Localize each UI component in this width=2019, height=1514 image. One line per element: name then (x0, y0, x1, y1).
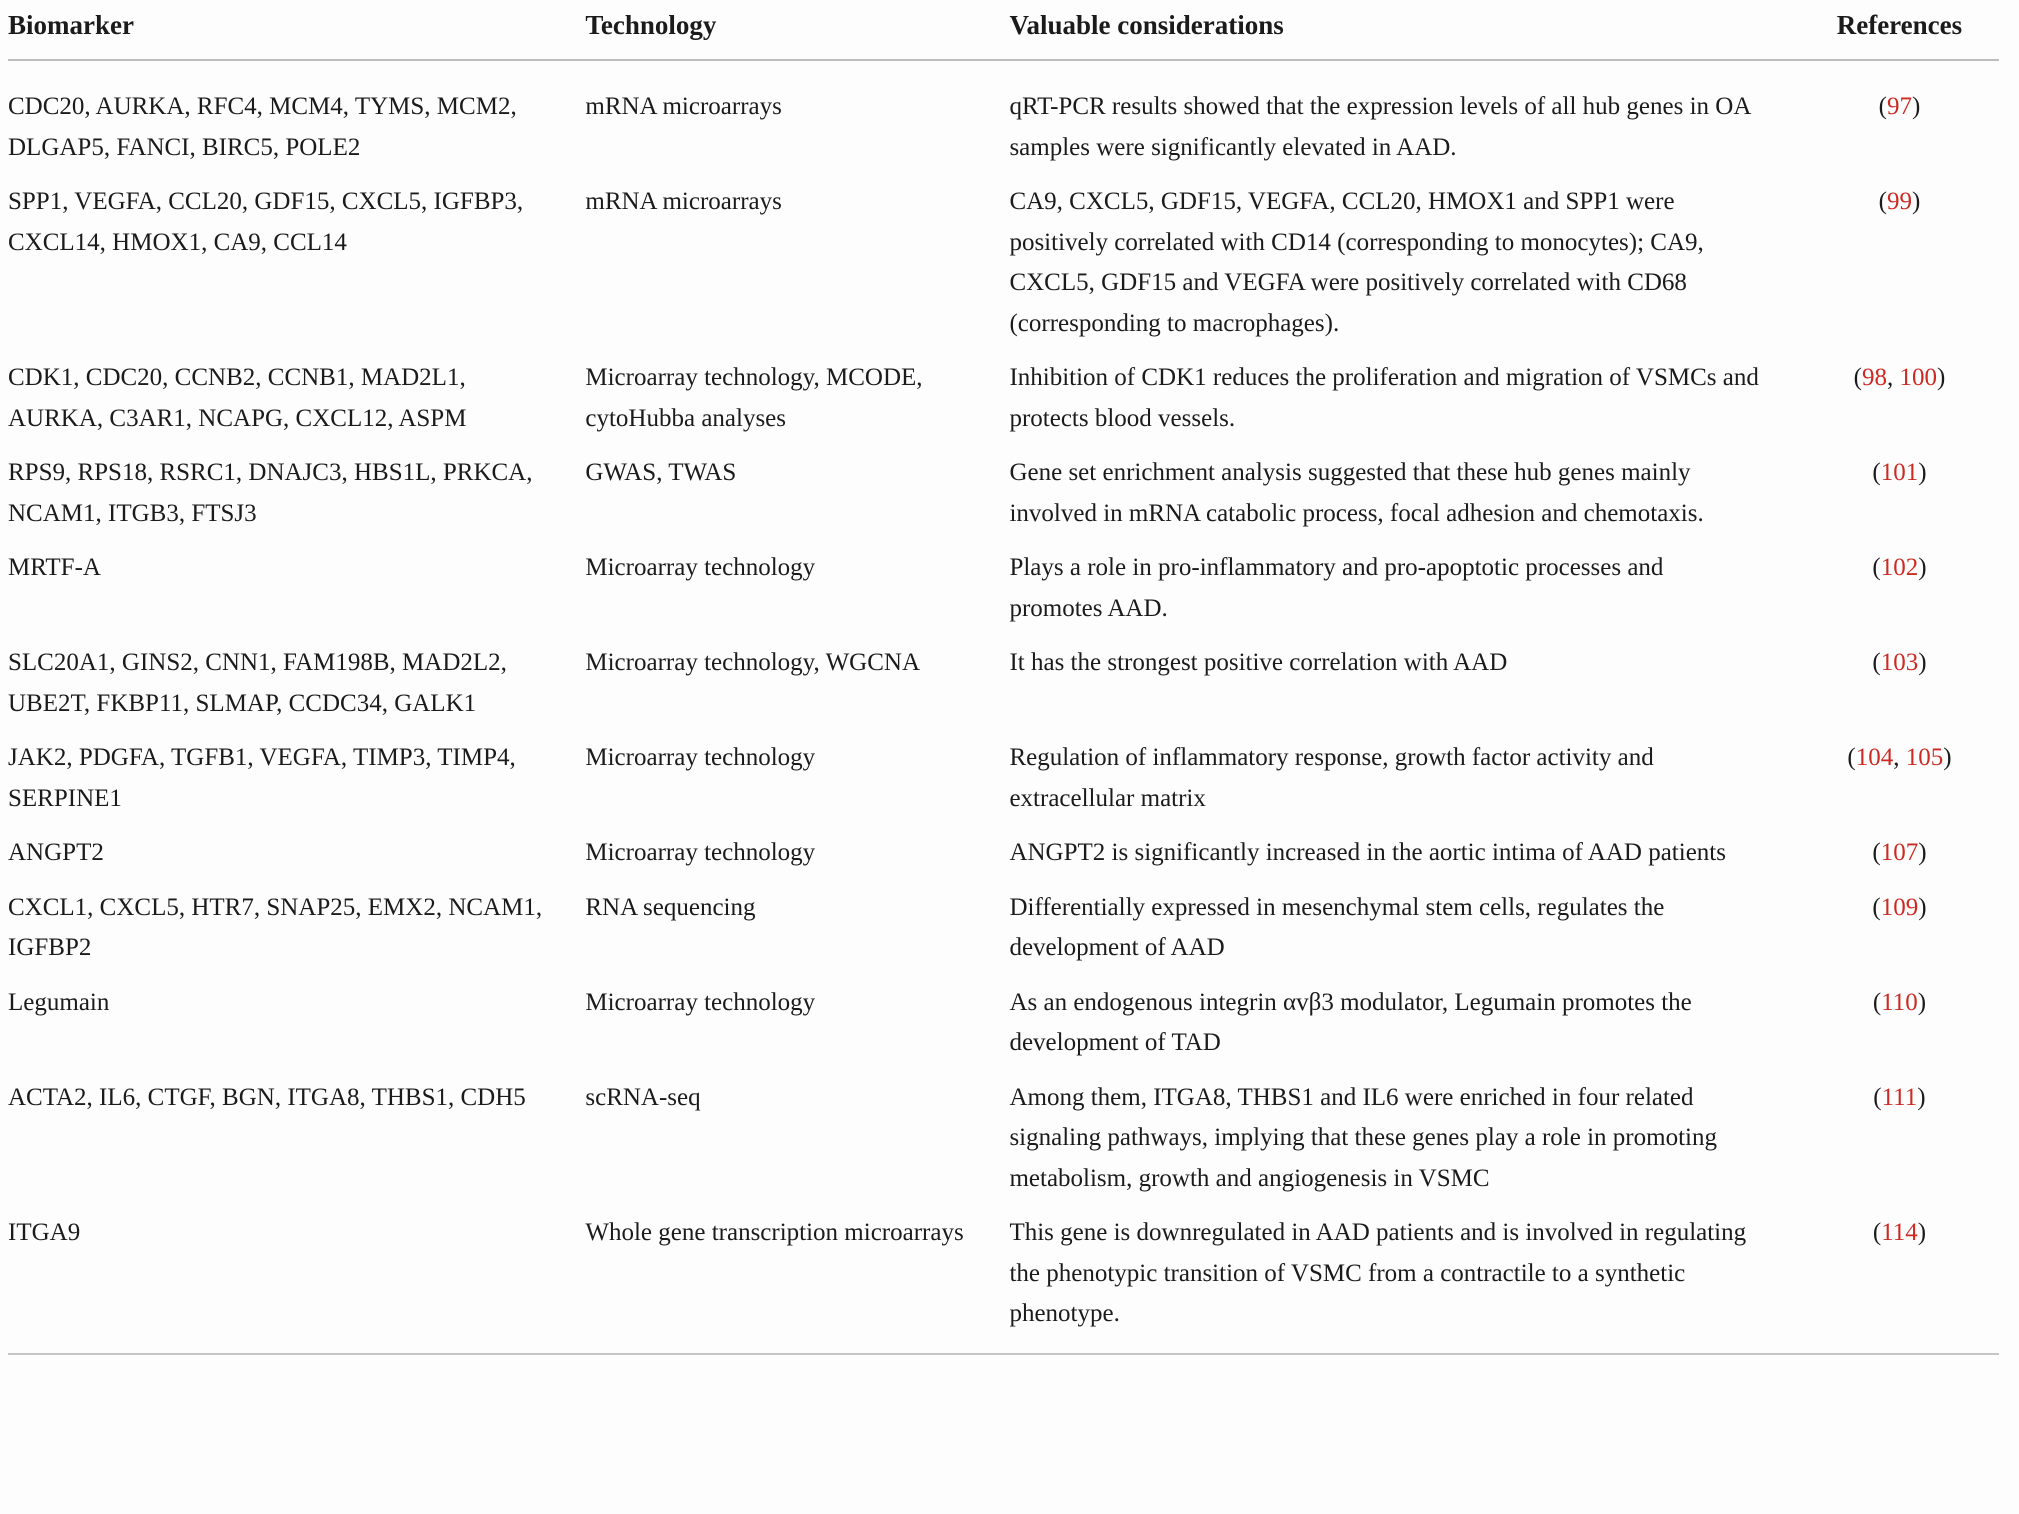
table-row (8, 881, 1999, 976)
biomarker-cell: ITGA9 (8, 1219, 81, 1246)
technology-cell: Microarray technology (585, 988, 816, 1016)
reference-citation: (97) (1878, 93, 1921, 120)
considerations-cell: Among them, ITGA8, THBS1 and IL6 were enriched in four related signaling pathways, implying that these genes play a role in promoting metabolism, growth and angiogenesis in VSMC (1009, 1083, 1717, 1192)
technology-cell: Microarray technology (585, 744, 816, 771)
technology-cell: Microarray technology (585, 554, 816, 581)
considerations-cell: Differentially expressed in mesenchymal stem cells, regulates the development of AAD (1009, 893, 1665, 961)
reference-number-link[interactable]: 105 (1905, 744, 1944, 771)
biomarker-cell: ACTA2, IL6, CTGF, BGN, ITGA8, THBS1, CDH5 (8, 1083, 526, 1111)
table-row (8, 636, 1999, 731)
reference-citation: (110) (1872, 988, 1927, 1016)
considerations-cell: qRT-PCR results showed that the expression levels of all hub genes in OA samples were significantly elevated in AAD. (1009, 93, 1751, 161)
table-row (8, 826, 1999, 881)
technology-cell: GWAS, TWAS (585, 459, 737, 486)
references-cell (1800, 60, 1999, 175)
column-header-technology: Technology (585, 6, 1009, 60)
column-header-biomarker: Biomarker (8, 6, 585, 60)
considerations-cell: Gene set enrichment analysis suggested that these hub genes mainly involved in mRNA catabolic process, focal adhesion and chemotaxis. (1009, 459, 1704, 527)
considerations-cell: This gene is downregulated in AAD patients and is involved in regulating the phenotypic transition of VSMC from a contractile to a synthetic phenotype. (1009, 1219, 1747, 1327)
references-cell (1800, 731, 1999, 826)
reference-number-link[interactable]: 98 (1861, 364, 1887, 391)
table-row (8, 1206, 1999, 1354)
references-cell (1800, 1206, 1999, 1354)
reference-number-link[interactable]: 103 (1880, 649, 1919, 676)
reference-number-link[interactable]: 102 (1880, 554, 1919, 581)
reference-number-link[interactable]: 97 (1886, 93, 1912, 120)
references-cell (1800, 826, 1999, 881)
reference-number-link[interactable]: 107 (1880, 839, 1919, 866)
reference-citation: (103) (1872, 649, 1927, 676)
considerations-cell: Inhibition of CDK1 reduces the proliferation and migration of VSMCs and protects blood vessels. (1009, 364, 1759, 432)
technology-cell: RNA sequencing (585, 893, 756, 921)
biomarker-cell: ANGPT2 (8, 839, 104, 866)
reference-number-link[interactable]: 109 (1880, 893, 1919, 921)
biomarker-cell: CDC20, AURKA, RFC4, MCM4, TYMS, MCM2, DLGAP5, FANCI, BIRC5, POLE2 (8, 93, 517, 161)
considerations-cell: CA9, CXCL5, GDF15, VEGFA, CCL20, HMOX1 and SPP1 were positively correlated with CD14 (corresponding to monocytes); CA9, CXCL5, GDF15 and VEGFA were positively correlated with CD68 (corresponding to macrophages). (1009, 188, 1704, 337)
reference-number-link[interactable]: 104 (1855, 744, 1894, 771)
column-header-references: References (1800, 6, 1999, 60)
biomarker-cell: SLC20A1, GINS2, CNN1, FAM198B, MAD2L2, UBE2T, FKBP11, SLMAP, CCDC34, GALK1 (8, 649, 507, 717)
reference-citation: (102) (1872, 554, 1927, 581)
reference-citation: (101) (1872, 459, 1927, 486)
reference-citation: (107) (1872, 839, 1927, 866)
biomarker-cell: RPS9, RPS18, RSRC1, DNAJC3, HBS1L, PRKCA, NCAM1, ITGB3, FTSJ3 (8, 459, 533, 527)
biomarker-cell: JAK2, PDGFA, TGFB1, VEGFA, TIMP3, TIMP4, SERPINE1 (8, 744, 516, 812)
table-row (8, 446, 1999, 541)
technology-cell: Microarray technology (585, 839, 816, 866)
biomarkers-table (8, 6, 1999, 1355)
biomarker-cell: CXCL1, CXCL5, HTR7, SNAP25, EMX2, NCAM1, IGFBP2 (8, 893, 543, 961)
biomarker-cell: SPP1, VEGFA, CCL20, GDF15, CXCL5, IGFBP3, CXCL14, HMOX1, CA9, CCL14 (8, 188, 524, 256)
table-row (8, 351, 1999, 446)
reference-citation: (104, 105) (1847, 744, 1952, 771)
table-row (8, 175, 1999, 351)
table-header-row (8, 6, 1999, 60)
considerations-cell: Plays a role in pro-inflammatory and pro-apoptotic processes and promotes AAD. (1009, 554, 1664, 622)
biomarker-cell: Legumain (8, 988, 110, 1016)
column-header-considerations: Valuable considerations (1009, 6, 1799, 60)
table-row (8, 1071, 1999, 1207)
technology-cell: mRNA microarrays (585, 93, 782, 120)
references-cell (1800, 976, 1999, 1071)
reference-citation: (109) (1872, 893, 1927, 921)
technology-cell: scRNA-seq (585, 1083, 701, 1111)
reference-citation: (98, 100) (1853, 364, 1946, 391)
references-cell (1800, 1071, 1999, 1207)
table-row (8, 541, 1999, 636)
references-cell (1800, 541, 1999, 636)
reference-number-link[interactable]: 111 (1881, 1083, 1918, 1111)
reference-citation: (99) (1878, 188, 1921, 215)
reference-number-link[interactable]: 100 (1899, 364, 1937, 391)
references-cell (1800, 636, 1999, 731)
biomarker-cell: MRTF-A (8, 554, 101, 581)
technology-cell: Microarray technology, WGCNA (585, 649, 921, 676)
table-row (8, 976, 1999, 1071)
biomarker-cell: CDK1, CDC20, CCNB2, CCNB1, MAD2L1, AURKA, C3AR1, NCAPG, CXCL12, ASPM (8, 364, 467, 432)
considerations-cell: As an endogenous integrin αvβ3 modulator, Legumain promotes the development of TAD (1009, 988, 1692, 1056)
references-cell (1800, 881, 1999, 976)
table-row (8, 731, 1999, 826)
reference-number-link[interactable]: 101 (1880, 459, 1919, 486)
reference-citation: (114) (1872, 1219, 1927, 1246)
considerations-cell: It has the strongest positive correlation with AAD (1009, 649, 1508, 676)
reference-citation: (111) (1873, 1083, 1926, 1111)
reference-number-link[interactable]: 110 (1881, 988, 1918, 1016)
reference-number-link[interactable]: 99 (1886, 188, 1912, 215)
technology-cell: mRNA microarrays (585, 188, 782, 215)
references-cell (1800, 446, 1999, 541)
considerations-cell: Regulation of inflammatory response, growth factor activity and extracellular matrix (1009, 744, 1654, 812)
references-cell (1800, 175, 1999, 351)
technology-cell: Whole gene transcription microarrays (585, 1219, 964, 1246)
reference-number-link[interactable]: 114 (1881, 1219, 1918, 1246)
considerations-cell: ANGPT2 is significantly increased in the aortic intima of AAD patients (1009, 839, 1726, 866)
references-cell (1800, 351, 1999, 446)
table-row (8, 60, 1999, 175)
technology-cell: Microarray technology, MCODE, cytoHubba analyses (585, 364, 923, 432)
